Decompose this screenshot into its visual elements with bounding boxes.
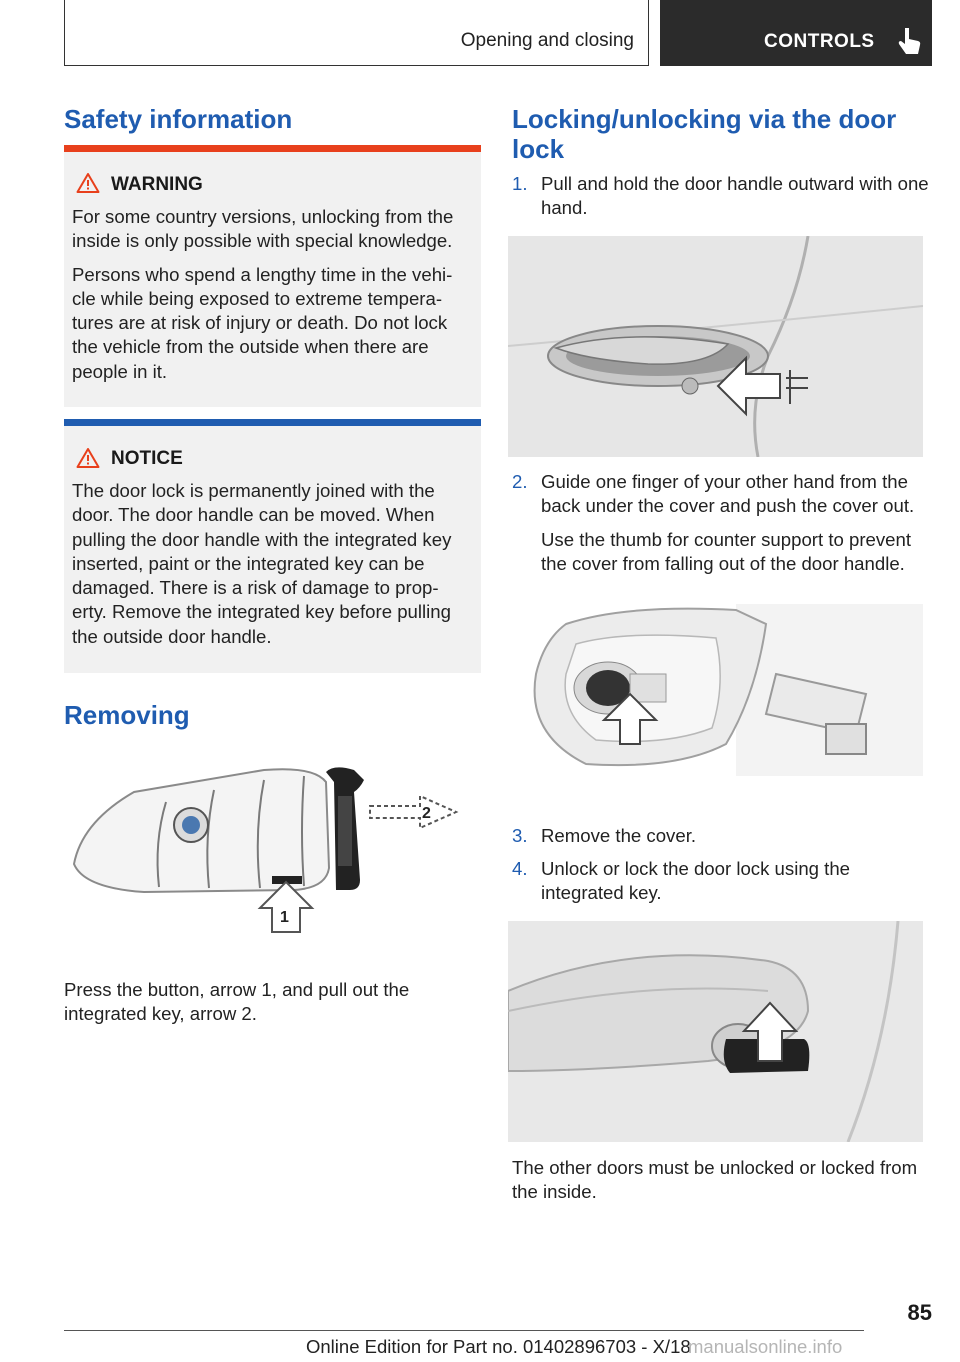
step-number: 4. xyxy=(512,858,528,879)
warning-paragraph: Persons who spend a lengthy time in the vehi-cle while being exposed to extreme tempera-tures are at risk of injury or death. Do not lock the vehicle from the outside when there are people in it. xyxy=(72,263,453,382)
step-text: Remove the cover. xyxy=(541,825,697,846)
step-text: Guide one finger of your other hand from the back under the cover and push the cover out. xyxy=(541,471,915,517)
step-number: 1. xyxy=(512,173,528,194)
removing-heading: Removing xyxy=(64,700,190,730)
page-number: 85 xyxy=(907,1300,932,1325)
door-handle-pull-figure xyxy=(508,236,923,457)
door-lock-heading: Locking/unlocking via the door lock xyxy=(512,104,897,164)
step-text: Unlock or lock the door lock using the integrated key. xyxy=(541,858,851,904)
arrow-2-label: 2 xyxy=(422,805,431,822)
pointing-hand-icon xyxy=(896,26,922,56)
chapter-title: CONTROLS xyxy=(764,31,875,52)
header-chapter-tab xyxy=(660,0,932,66)
key-in-lock-figure xyxy=(508,921,923,1142)
notice-title: NOTICE xyxy=(111,448,183,469)
key-removal-figure xyxy=(64,752,464,944)
footer-divider xyxy=(64,1330,864,1331)
edition-footer: Online Edition for Part no. 01402896703 - X/18 xyxy=(306,1336,691,1357)
notice-triangle-icon xyxy=(76,447,100,469)
warning-bar xyxy=(64,145,481,152)
cover-removal-figure xyxy=(526,604,923,776)
notice-box xyxy=(64,419,481,673)
watermark: manualsonline.info xyxy=(688,1336,843,1357)
step-number: 2. xyxy=(512,471,528,492)
step-text: Pull and hold the door handle outward with one hand. xyxy=(541,173,929,219)
step-number: 3. xyxy=(512,825,528,846)
closing-note: The other doors must be unlocked or locked from the inside. xyxy=(512,1157,918,1203)
header-section-box xyxy=(64,0,649,66)
warning-title: WARNING xyxy=(111,174,203,195)
notice-bar xyxy=(64,419,481,426)
step-text: Use the thumb for counter support to prevent the cover from falling out of the door handle. xyxy=(541,529,912,575)
warning-text xyxy=(72,205,472,393)
notice-text: The door lock is permanently joined with the door. The door handle can be moved. When pulling the door handle with the integrated key inserted, paint or the integrated key can be damaged. There is a risk of damage to prop-erty. Remove the integrated key before pulling the outside door handle. xyxy=(72,480,452,647)
safety-heading: Safety information xyxy=(64,104,293,134)
warning-paragraph: For some country versions, unlocking from the inside is only possible with special knowledge. xyxy=(72,206,454,252)
section-title: Opening and closing xyxy=(460,30,634,51)
removing-instructions: Press the button, arrow 1, and pull out the integrated key, arrow 2. xyxy=(64,979,410,1025)
warning-triangle-icon xyxy=(76,172,100,194)
arrow-1-label: 1 xyxy=(280,909,289,926)
warning-box xyxy=(64,145,481,407)
